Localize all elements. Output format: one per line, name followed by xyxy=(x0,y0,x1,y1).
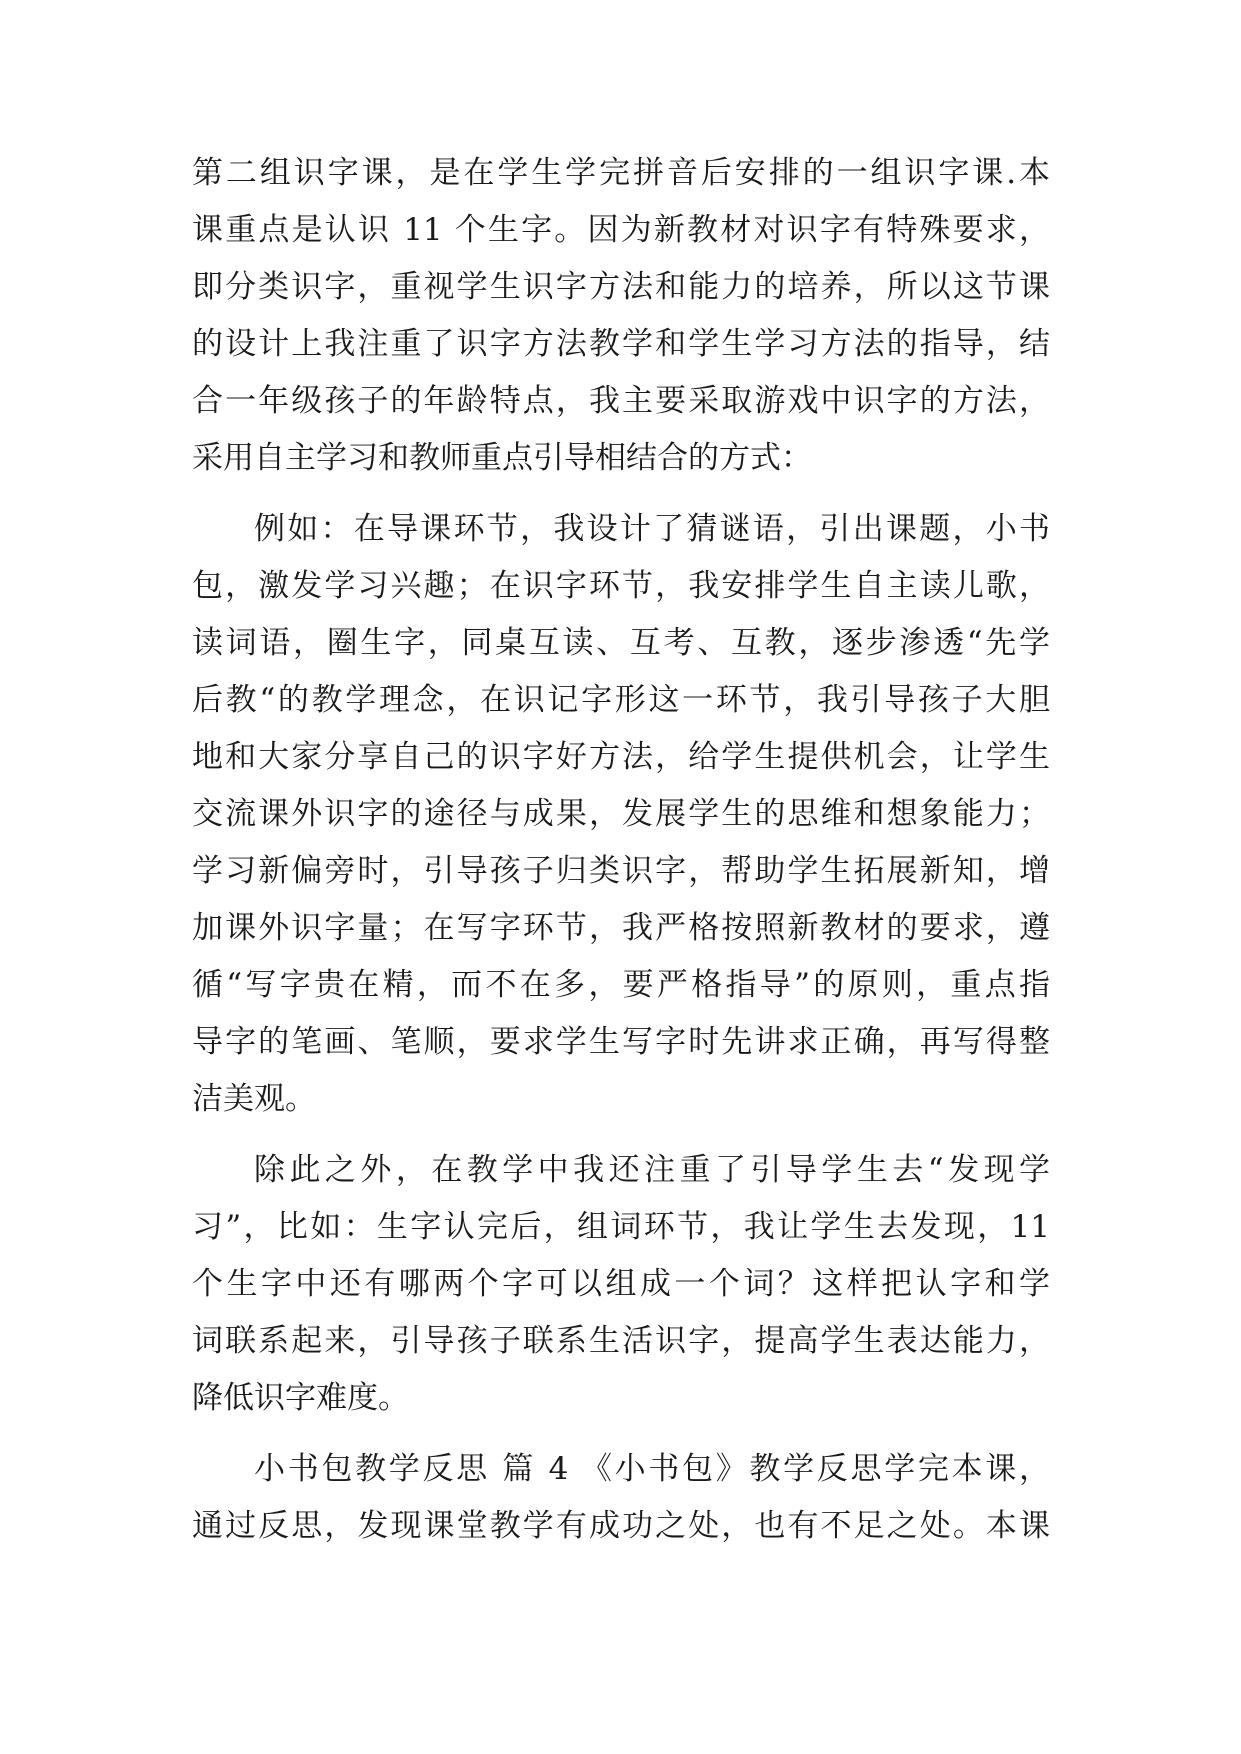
text-line: 采用自主学习和教师重点引导相结合的方式： xyxy=(192,440,812,476)
text-line: 第二组识字课，是在学生学完拼音后安排的一组识字课.本 xyxy=(192,155,1050,191)
text-line: 合一年级孩子的年龄特点，我主要采取游戏中识字的方法， xyxy=(192,383,1050,419)
text-line: 词联系起来，引导孩子联系生活识字，提高学生表达能力， xyxy=(192,1323,1050,1359)
text-line: 读词语，圈生字，同桌互读、互考、互教，逐步渗透“先学 xyxy=(192,625,1050,661)
text-line: 循“写字贵在精，而不在多，要严格指导”的原则，重点指 xyxy=(192,967,1050,1003)
section-heading-line: 小书包教学反思 篇 4 《小书包》教学反思学完本课， xyxy=(254,1451,1050,1487)
text-line: 加课外识字量；在写字环节，我严格按照新教材的要求，遵 xyxy=(192,910,1050,946)
text-line: 包，激发学习兴趣；在识字环节，我安排学生自主读儿歌， xyxy=(192,568,1050,604)
text-line: 习”，比如：生字认完后，组词环节，我让学生去发现，11 xyxy=(192,1209,1050,1245)
text-line: 交流课外识字的途径与成果，发展学生的思维和想象能力； xyxy=(192,796,1050,832)
text-line: 学习新偏旁时，引导孩子归类识字，帮助学生拓展新知，增 xyxy=(192,853,1050,889)
paragraph-first-line: 例如：在导课环节，我设计了猜谜语，引出课题，小书 xyxy=(254,511,1050,547)
text-line: 通过反思，发现课堂教学有成功之处，也有不足之处。本课 xyxy=(192,1508,1050,1544)
text-line: 降低识字难度。 xyxy=(192,1380,409,1416)
text-line: 课重点是认识 11 个生字。因为新教材对识字有特殊要求， xyxy=(192,212,1050,248)
text-line: 即分类识字，重视学生识字方法和能力的培养，所以这节课 xyxy=(192,269,1050,305)
text-line: 洁美观。 xyxy=(192,1081,316,1117)
text-line: 后教“的教学理念，在识记字形这一环节，我引导孩子大胆 xyxy=(192,682,1050,718)
text-line: 导字的笔画、笔顺，要求学生写字时先讲求正确，再写得整 xyxy=(192,1024,1050,1060)
paragraph-first-line: 除此之外，在教学中我还注重了引导学生去“发现学 xyxy=(254,1152,1050,1188)
text-line: 地和大家分享自己的识字好方法，给学生提供机会，让学生 xyxy=(192,739,1050,775)
text-line: 的设计上我注重了识字方法教学和学生学习方法的指导，结 xyxy=(192,326,1050,362)
text-line: 个生字中还有哪两个字可以组成一个词？这样把认字和学 xyxy=(192,1266,1050,1302)
